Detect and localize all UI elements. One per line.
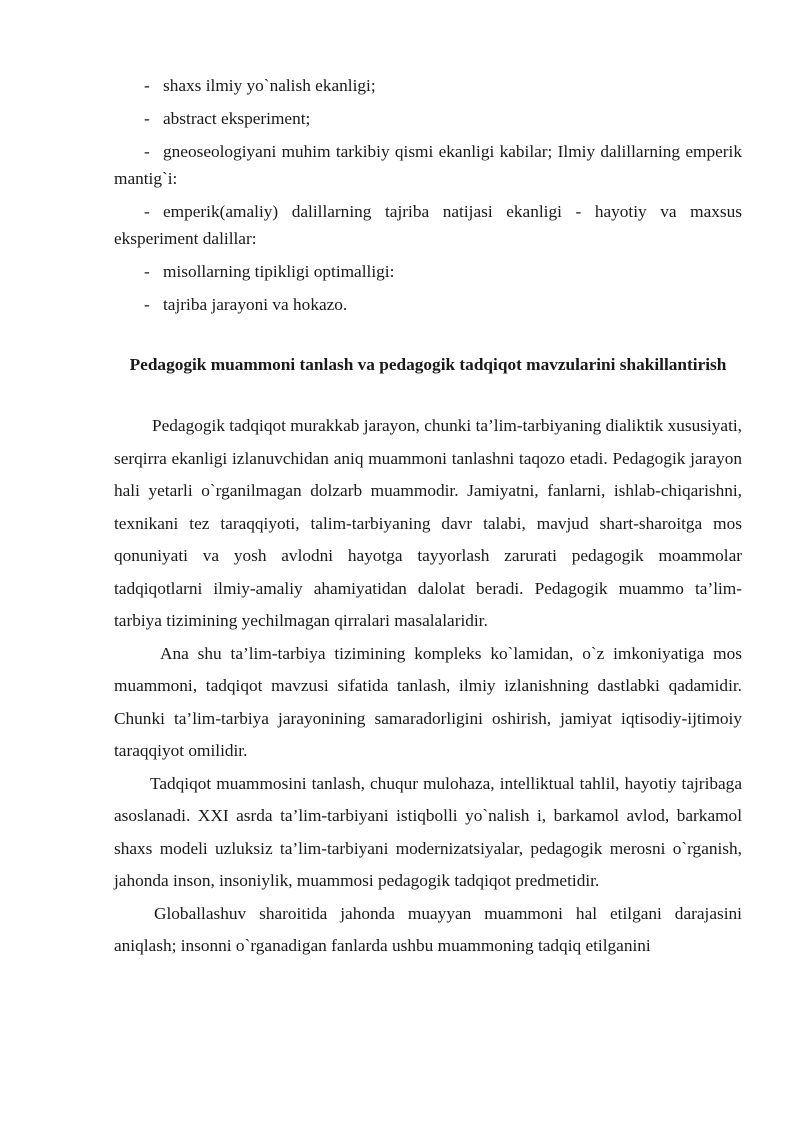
list-item — [114, 291, 742, 318]
list-item-text: shaxs ilmiy yo`nalish ekanligi; — [163, 76, 376, 95]
list-dash: - — [144, 262, 150, 281]
section-heading: Pedagogik muammoni tanlash va pedagogik tadqiqot mavzularini shakillantirish — [129, 355, 727, 374]
paragraph: Globallashuv sharoitida jahonda muayyan muammoni hal etilgani darajasini aniqlash; insonni o`rganadigan fanlarda ushbu muammoning tadqiq etilganini — [114, 903, 742, 955]
list-item-text: abstract eksperiment; — [163, 109, 311, 128]
list-item-text: emperik(amaliy) dalillarning tajriba natijasi ekanligi - hayotiy va maxsus eksperiment dalillar: — [114, 202, 742, 248]
list-item — [114, 105, 742, 132]
list-dash: - — [144, 109, 150, 128]
list-dash: - — [144, 202, 150, 221]
list-item — [114, 138, 742, 192]
document-page — [114, 72, 742, 963]
list-item-text: tajriba jarayoni va hokazo. — [163, 295, 348, 314]
list-dash: - — [144, 142, 150, 161]
paragraph: Ana shu ta’lim-tarbiya tizimining kompleks ko`lamidan, o`z imkoniyatiga mos muammoni, tadqiqot mavzusi sifatida tanlash, ilmiy izlanishning dastlabki qadamidir. Chunki ta’lim-tarbiya jarayonining samaradorligini oshirish, jamiyat iqtisodiy-ijtimoiy taraqqiyot omilidir. — [114, 643, 742, 760]
list-dash: - — [144, 295, 150, 314]
list-item-text: misollarning tipikligi optimalligi: — [163, 262, 395, 281]
list-item-text: gneoseologiyani muhim tarkibiy qismi ekanligi kabilar; Ilmiy dalillarning emperik mantig`i: — [114, 142, 742, 188]
paragraph: Pedagogik tadqiqot murakkab jarayon, chunki ta’lim-tarbiyaning dialiktik xususiyati, serqirra ekanligi izlanuvchidan aniq muammoni tanlashni taqozo etadi. Pedagogik jarayon hali yetarli o`rganilmagan dolzarb muammodir. Jamiyatni, fanlarni, ishlab-chiqarishni, texnikani tez taraqqiyoti, talim-tarbiyaning davr talabi, mavjud shart-sharoitga mos qonuniyati va yosh avlodni hayotga tayyorlash zarurati pedagogik moammolar tadqiqotlarni ilmiy-amaliy ahamiyatidan dalolat beradi. Pedagogik muammo ta’lim-tarbiya tizimining yechilmagan qirralari masalalaridir. — [114, 416, 742, 630]
list-item — [114, 198, 742, 252]
paragraph: Tadqiqot muammosini tanlash, chuqur mulohaza, intelliktual tahlil, hayotiy tajribaga asoslanadi. XXI asrda ta’lim-tarbiyani istiqbolli yo`nalish i, barkamol avlod, barkamol shaxs modeli uzluksiz ta’lim-tarbiyani modernizatsiyalar, pedagogik merosni o`rganish, jahonda inson, insoniylik, muammosi pedagogik tadqiqot predmetidir. — [114, 773, 742, 890]
list-dash: - — [144, 76, 150, 95]
bullet-list — [114, 72, 742, 318]
list-item — [114, 258, 742, 285]
list-item — [114, 72, 742, 99]
